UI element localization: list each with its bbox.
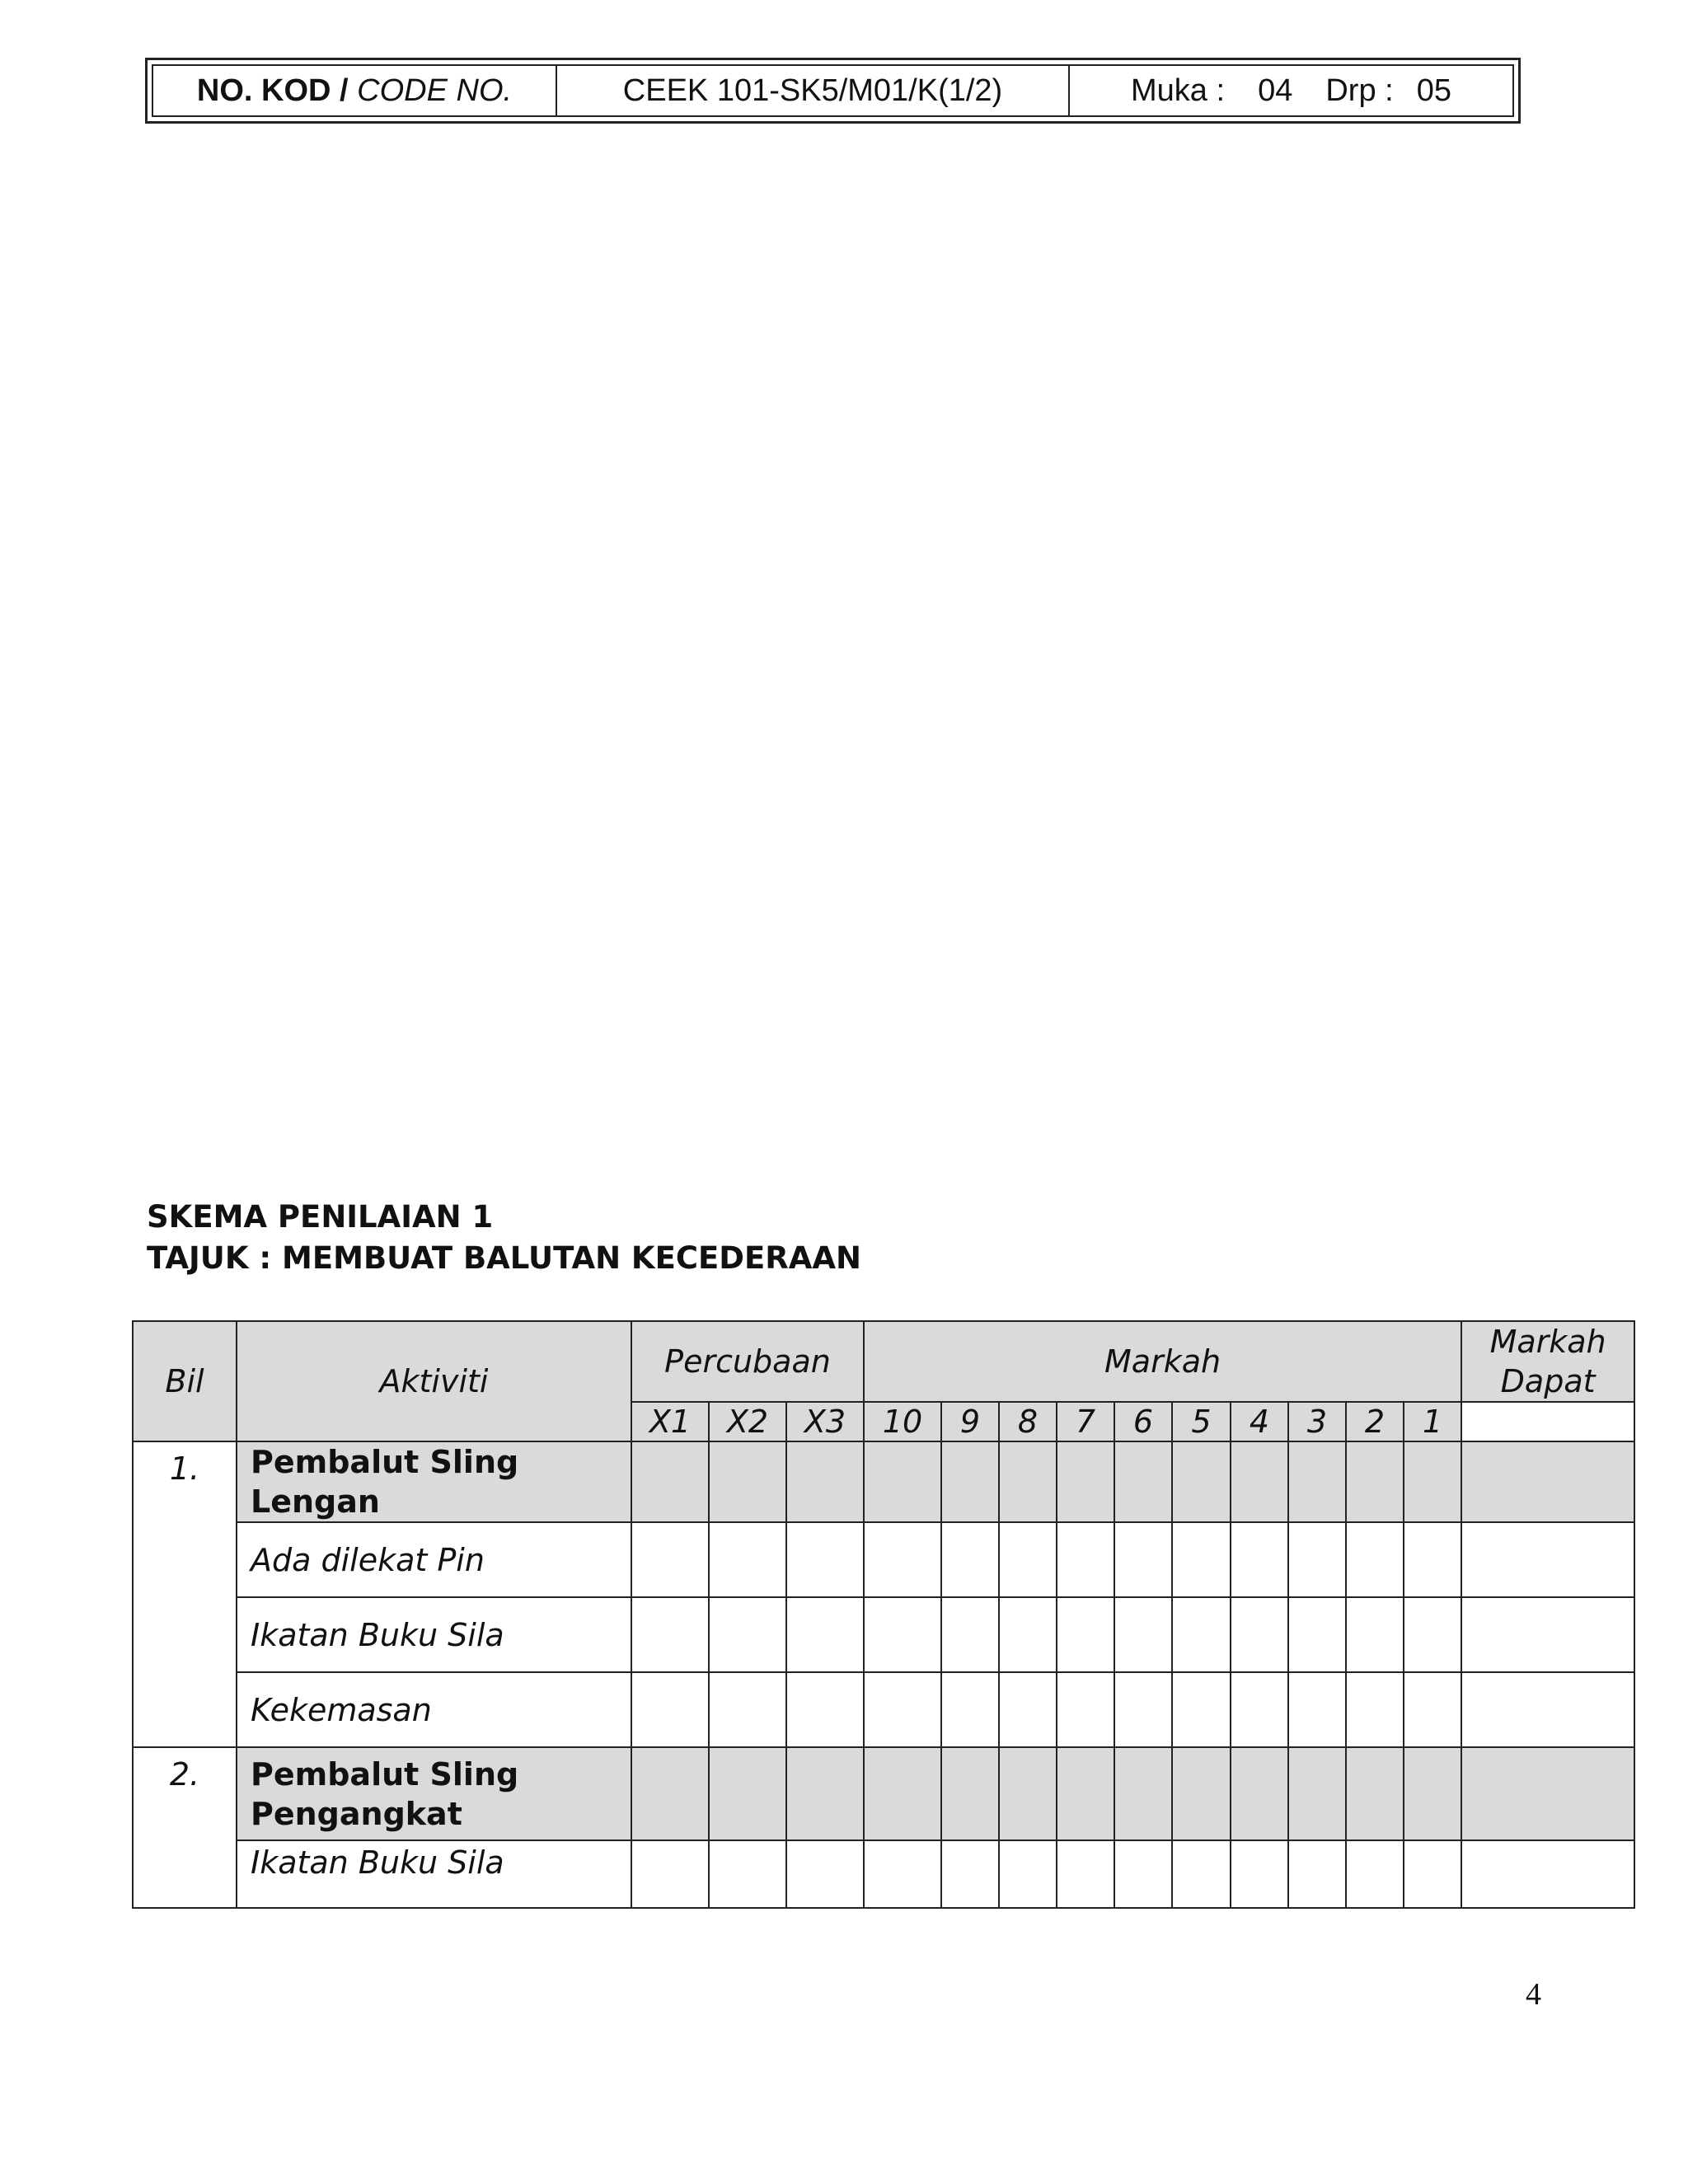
muka-label: Muka :	[1131, 73, 1226, 108]
score-cell	[864, 1441, 941, 1522]
page-number: 4	[1526, 1977, 1541, 2012]
score-cell	[999, 1597, 1057, 1672]
score-cell	[941, 1672, 999, 1747]
markah-1: 1	[1404, 1402, 1461, 1441]
score-cell	[1346, 1747, 1404, 1840]
score-cell	[864, 1597, 941, 1672]
score-cell	[631, 1840, 709, 1908]
score-cell	[1057, 1840, 1114, 1908]
score-cell	[1172, 1522, 1231, 1597]
score-cell	[999, 1441, 1057, 1522]
markah-2: 2	[1346, 1402, 1404, 1441]
score-cell	[1057, 1747, 1114, 1840]
score-cell	[1057, 1597, 1114, 1672]
score-cell	[864, 1672, 941, 1747]
markah-5: 5	[1172, 1402, 1231, 1441]
score-cell	[631, 1672, 709, 1747]
percubaan-x2: X2	[709, 1402, 786, 1441]
header-row-main	[133, 1321, 1634, 1402]
score-cell	[786, 1747, 864, 1840]
score-cell	[1346, 1672, 1404, 1747]
markah-3: 3	[1288, 1402, 1346, 1441]
score-cell	[786, 1522, 864, 1597]
score-cell	[631, 1747, 709, 1840]
score-cell	[1231, 1840, 1288, 1908]
markah-dapat-cell	[1461, 1441, 1634, 1522]
score-cell	[1404, 1597, 1461, 1672]
activity-item: Ada dilekat Pin	[237, 1522, 631, 1597]
code-value-cell	[556, 65, 1069, 116]
score-cell	[1114, 1672, 1172, 1747]
markah-dapat-sub	[1461, 1402, 1634, 1441]
group-1-title: Pembalut Sling Lengan	[237, 1441, 631, 1522]
bil-cell-2: 2.	[133, 1747, 237, 1908]
table-row-group-2-title	[133, 1747, 1634, 1840]
score-cell	[999, 1672, 1057, 1747]
score-cell	[786, 1840, 864, 1908]
score-cell	[709, 1840, 786, 1908]
score-cell	[709, 1441, 786, 1522]
table-row	[133, 1672, 1634, 1747]
score-cell	[631, 1597, 709, 1672]
score-cell	[1346, 1597, 1404, 1672]
header-markah: Markah	[864, 1321, 1461, 1402]
table-row	[133, 1597, 1634, 1672]
score-cell	[941, 1522, 999, 1597]
drp-label: Drp :	[1325, 73, 1394, 108]
muka-value: 04	[1258, 73, 1293, 108]
score-cell	[1288, 1597, 1346, 1672]
code-value: CEEK 101-SK5/M01/K(1/2)	[622, 73, 1003, 108]
table-row	[133, 1522, 1634, 1597]
score-cell	[864, 1747, 941, 1840]
markah-dapat-cell	[1461, 1840, 1634, 1908]
activity-item: Ikatan Buku Sila	[237, 1597, 631, 1672]
score-cell	[631, 1522, 709, 1597]
score-cell	[1172, 1840, 1231, 1908]
score-cell	[1057, 1522, 1114, 1597]
page-count-cell	[1069, 65, 1513, 116]
score-cell	[864, 1522, 941, 1597]
score-cell	[1404, 1840, 1461, 1908]
score-cell	[1231, 1522, 1288, 1597]
markah-dapat-cell	[1461, 1672, 1634, 1747]
markah-4: 4	[1231, 1402, 1288, 1441]
score-cell	[1057, 1672, 1114, 1747]
code-header-table	[152, 64, 1514, 117]
score-cell	[1231, 1747, 1288, 1840]
score-cell	[1288, 1747, 1346, 1840]
assessment-headings	[147, 1197, 861, 1279]
score-cell	[1346, 1522, 1404, 1597]
scheme-heading: SKEMA PENILAIAN 1	[147, 1199, 494, 1235]
score-cell	[1404, 1672, 1461, 1747]
score-cell	[1288, 1672, 1346, 1747]
score-cell	[941, 1840, 999, 1908]
markah-9: 9	[941, 1402, 999, 1441]
group-2-title: Pembalut Sling Pengangkat	[237, 1747, 631, 1840]
score-cell	[709, 1672, 786, 1747]
score-cell	[786, 1441, 864, 1522]
header-markah-dapat: Markah Dapat	[1461, 1321, 1634, 1402]
header-percubaan: Percubaan	[631, 1321, 864, 1402]
score-cell	[1404, 1441, 1461, 1522]
score-cell	[1288, 1522, 1346, 1597]
activity-item: Ikatan Buku Sila	[237, 1840, 631, 1908]
header-bil: Bil	[133, 1321, 237, 1441]
header-aktiviti: Aktiviti	[237, 1321, 631, 1441]
markah-dapat-cell	[1461, 1597, 1634, 1672]
score-cell	[1346, 1840, 1404, 1908]
score-cell	[1231, 1441, 1288, 1522]
score-cell	[999, 1522, 1057, 1597]
title-heading: TAJUK : MEMBUAT BALUTAN KECEDERAAN	[147, 1240, 862, 1276]
score-cell	[1114, 1522, 1172, 1597]
table-row	[133, 1840, 1634, 1908]
markah-6: 6	[1114, 1402, 1172, 1441]
score-cell	[1231, 1672, 1288, 1747]
score-cell	[786, 1597, 864, 1672]
percubaan-x1: X1	[631, 1402, 709, 1441]
score-cell	[631, 1441, 709, 1522]
score-cell	[786, 1672, 864, 1747]
score-cell	[1172, 1597, 1231, 1672]
assessment-table	[132, 1320, 1635, 1909]
score-cell	[1231, 1597, 1288, 1672]
score-cell	[1172, 1747, 1231, 1840]
score-cell	[1114, 1441, 1172, 1522]
score-cell	[709, 1522, 786, 1597]
score-cell	[1057, 1441, 1114, 1522]
markah-dapat-cell	[1461, 1522, 1634, 1597]
score-cell	[1404, 1747, 1461, 1840]
score-cell	[1404, 1522, 1461, 1597]
code-label-cell	[152, 65, 556, 116]
score-cell	[1172, 1672, 1231, 1747]
score-cell	[941, 1747, 999, 1840]
markah-8: 8	[999, 1402, 1057, 1441]
score-cell	[709, 1597, 786, 1672]
bil-cell-1: 1.	[133, 1441, 237, 1747]
score-cell	[1114, 1597, 1172, 1672]
code-label-bold: NO. KOD /	[196, 73, 349, 108]
score-cell	[1288, 1441, 1346, 1522]
score-cell	[999, 1840, 1057, 1908]
percubaan-x3: X3	[786, 1402, 864, 1441]
score-cell	[864, 1840, 941, 1908]
score-cell	[1346, 1441, 1404, 1522]
markah-dapat-cell	[1461, 1747, 1634, 1840]
score-cell	[1288, 1840, 1346, 1908]
markah-10: 10	[864, 1402, 941, 1441]
document-code-header	[145, 58, 1521, 124]
score-cell	[941, 1441, 999, 1522]
code-label-italic: CODE NO.	[357, 73, 513, 108]
table-row-group-1-title	[133, 1441, 1634, 1522]
score-cell	[1172, 1441, 1231, 1522]
score-cell	[1114, 1747, 1172, 1840]
score-cell	[999, 1747, 1057, 1840]
score-cell	[709, 1747, 786, 1840]
drp-value: 05	[1416, 73, 1451, 108]
markah-7: 7	[1057, 1402, 1114, 1441]
score-cell	[941, 1597, 999, 1672]
score-cell	[1114, 1840, 1172, 1908]
activity-item: Kekemasan	[237, 1672, 631, 1747]
